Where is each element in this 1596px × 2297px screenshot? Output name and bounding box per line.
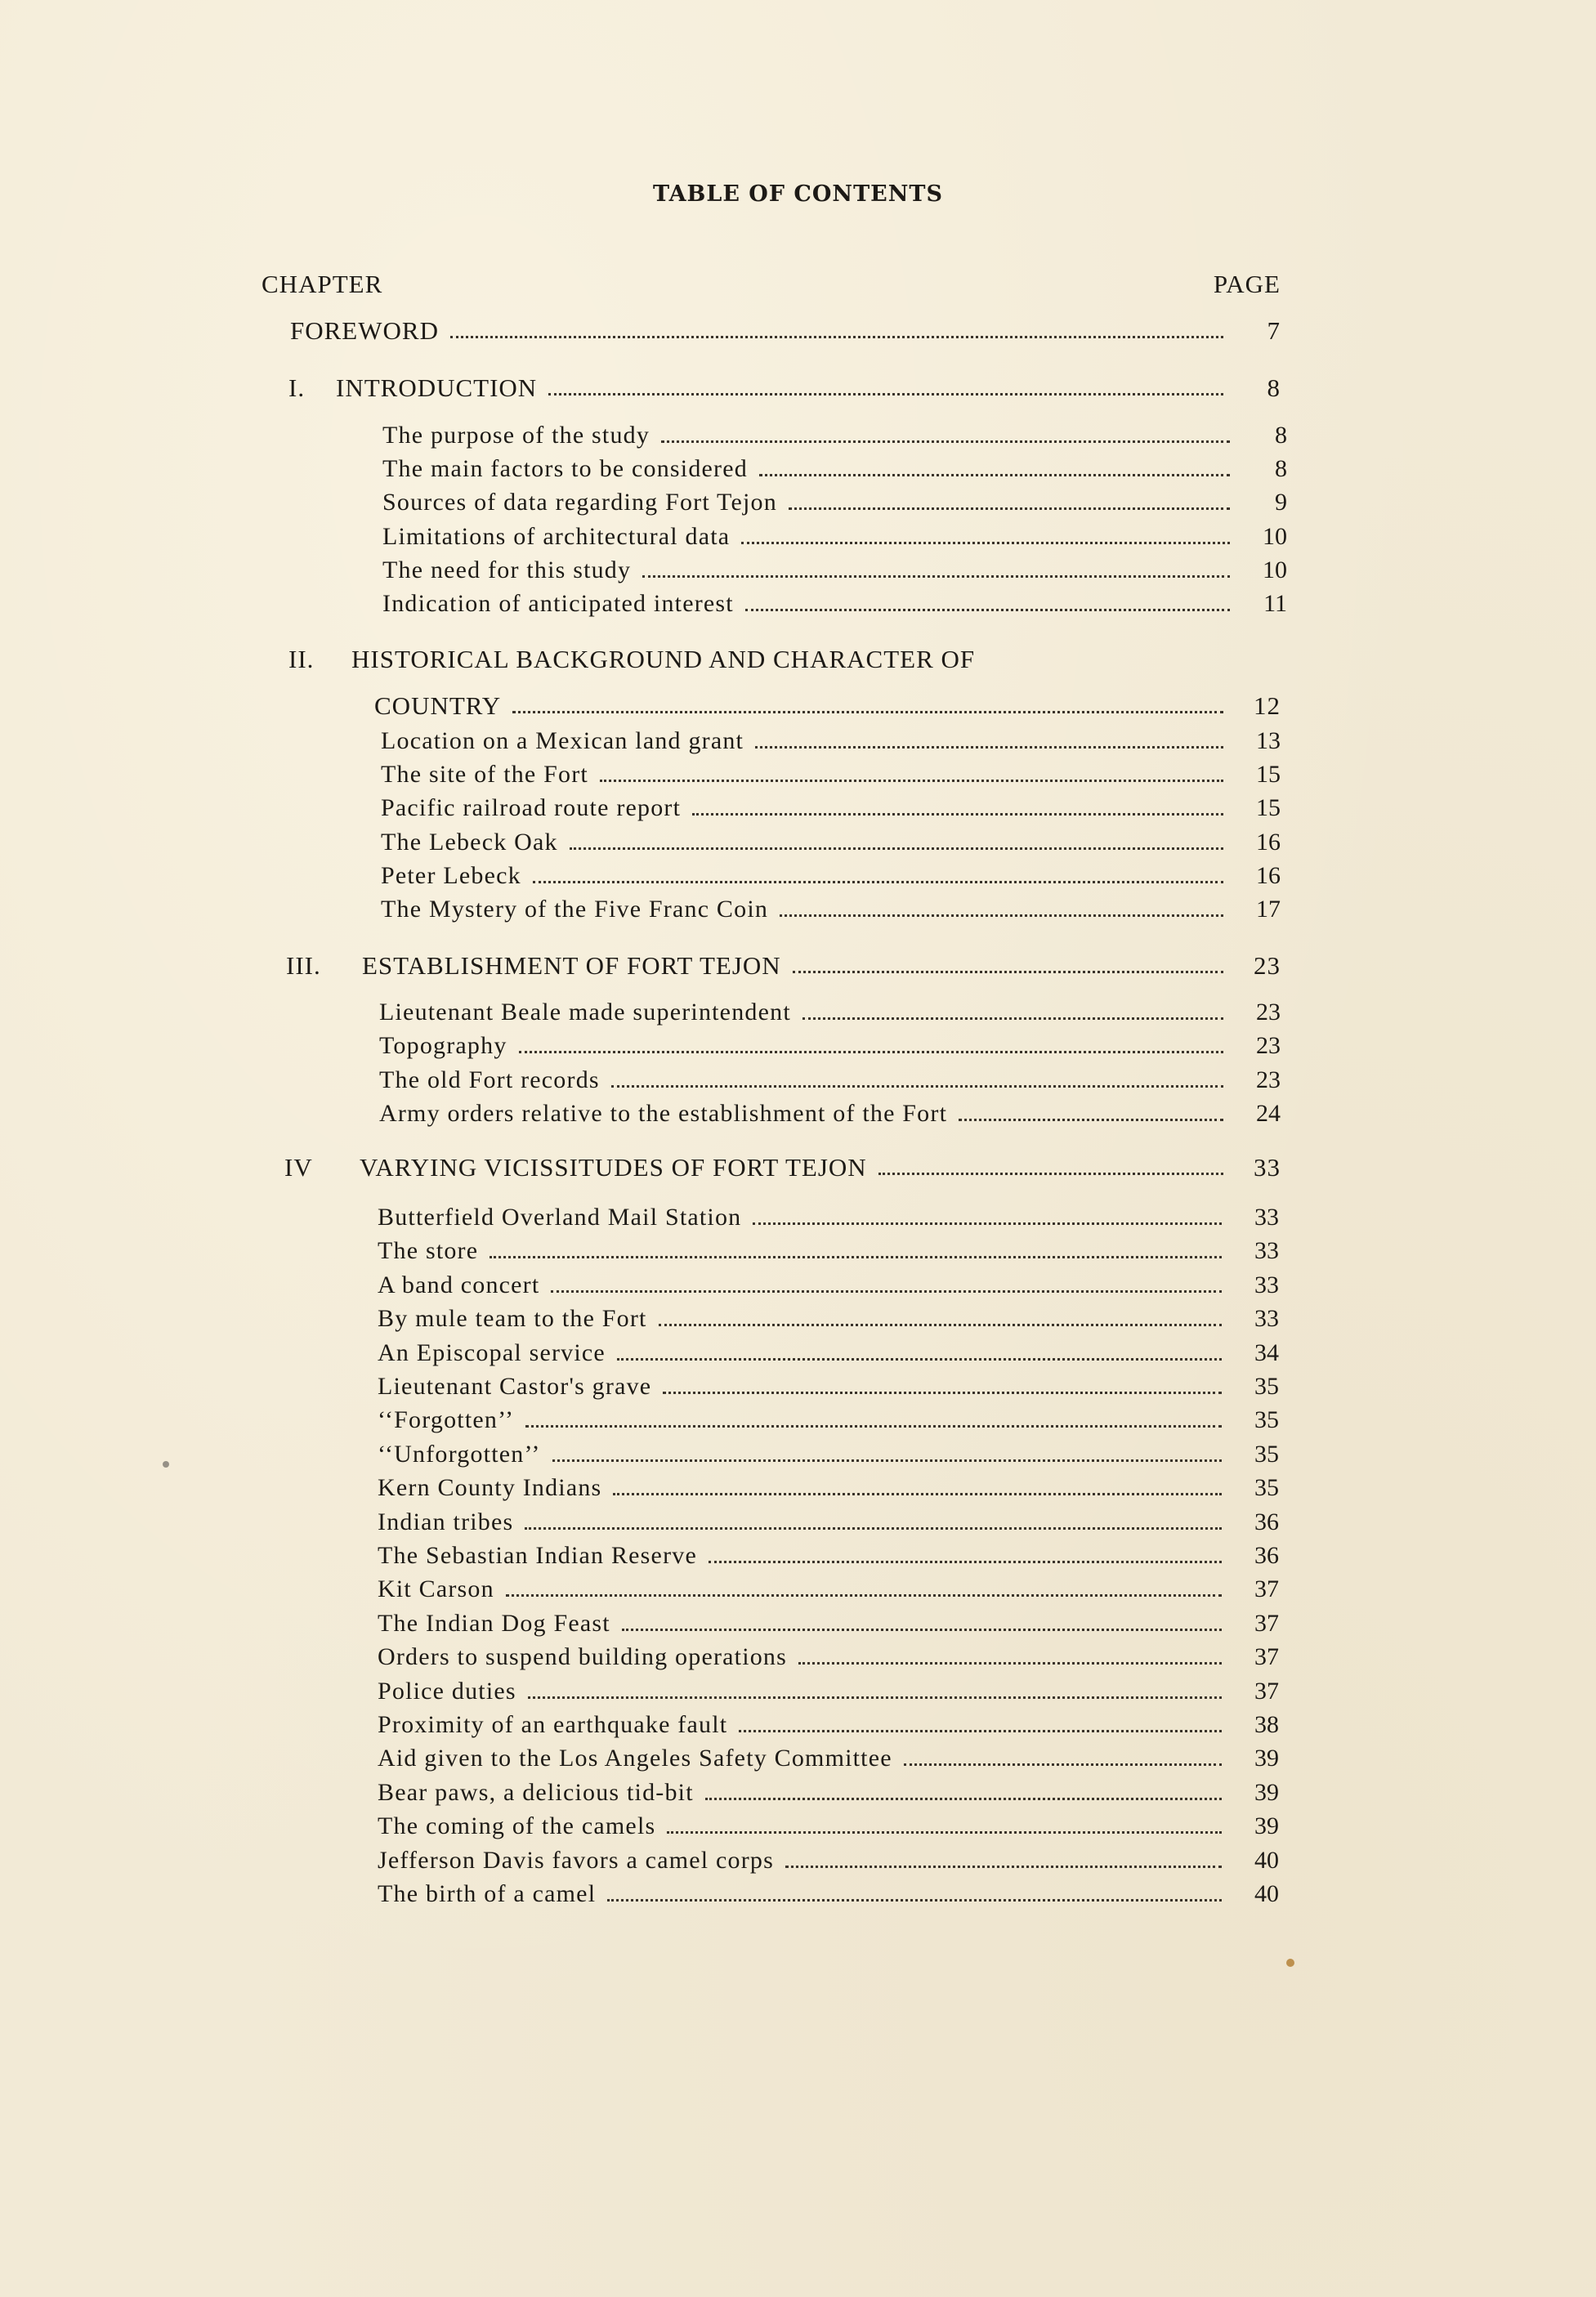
toc-section-entry[interactable]: [378, 1203, 1279, 1232]
toc-section-entry[interactable]: [381, 828, 1281, 857]
dot-leader: [741, 542, 1230, 544]
section-page: 23: [1256, 1032, 1281, 1060]
toc-section-entry[interactable]: [378, 1508, 1279, 1537]
dot-leader: [533, 881, 1223, 883]
dot-leader: [512, 711, 1223, 713]
toc-section-entry[interactable]: [378, 1812, 1279, 1841]
section-page: 13: [1256, 727, 1281, 754]
section-page: 24: [1256, 1099, 1281, 1127]
dot-leader: [759, 474, 1230, 476]
dot-leader: [552, 1459, 1222, 1462]
section-label: The site of the Fort: [381, 761, 588, 789]
toc-section-entry[interactable]: [378, 1541, 1279, 1571]
section-label: Lieutenant Castor's grave: [378, 1373, 652, 1400]
dot-leader: [705, 1798, 1222, 1800]
section-label: The need for this study: [382, 556, 632, 583]
section-label: Indication of anticipated interest: [382, 590, 734, 617]
toc-section-entry[interactable]: [378, 1473, 1279, 1503]
chapter-numeral: III.: [286, 951, 321, 980]
section-page: 9: [1275, 489, 1287, 516]
section-label: The coming of the camels: [378, 1812, 656, 1840]
section-page: 35: [1254, 1406, 1279, 1434]
dot-leader: [551, 1290, 1222, 1293]
toc-chapter-2-continued[interactable]: [374, 691, 1281, 721]
dot-leader: [661, 440, 1230, 443]
section-label: The store: [378, 1237, 479, 1265]
section-page: 35: [1254, 1373, 1279, 1400]
section-page: 35: [1254, 1440, 1279, 1468]
toc-chapter-1[interactable]: [288, 373, 1281, 403]
toc-section-entry[interactable]: [382, 454, 1287, 484]
chapter-title: ESTABLISHMENT OF FORT TEJON: [362, 951, 781, 980]
section-page: 16: [1256, 861, 1281, 889]
dot-leader: [490, 1256, 1222, 1258]
section-page: 8: [1275, 455, 1287, 483]
section-label: The birth of a camel: [378, 1880, 597, 1907]
section-label: By mule team to the Fort: [378, 1305, 647, 1333]
toc-section-entry[interactable]: [379, 1031, 1281, 1061]
dot-leader: [904, 1763, 1222, 1766]
dot-leader: [798, 1662, 1222, 1665]
section-label: Location on a Mexican land grant: [381, 727, 744, 754]
toc-section-entry[interactable]: [378, 1440, 1279, 1469]
dot-leader: [525, 1527, 1222, 1530]
toc-entry-foreword[interactable]: [290, 316, 1281, 346]
chapter-title: VARYING VICISSITUDES OF FORT TEJON: [360, 1153, 867, 1182]
section-label: ‘‘Unforgotten’’: [378, 1440, 541, 1468]
section-label: The Lebeck Oak: [381, 828, 558, 856]
section-page: 10: [1263, 522, 1287, 550]
dot-leader: [793, 971, 1223, 973]
section-label: Pacific railroad route report: [381, 794, 682, 822]
toc-section-entry[interactable]: [379, 998, 1281, 1027]
toc-section-entry[interactable]: [378, 1778, 1279, 1808]
section-label: Orders to suspend building operations: [378, 1643, 788, 1671]
section-page: 40: [1254, 1846, 1279, 1874]
dot-leader: [753, 1222, 1222, 1225]
dot-leader: [802, 1017, 1223, 1020]
chapter-page: 12: [1254, 691, 1281, 720]
section-label: Army orders relative to the establishment of the Fort: [379, 1099, 948, 1127]
toc-section-entry[interactable]: [378, 1338, 1279, 1368]
section-label: Bear paws, a delicious tid-bit: [378, 1778, 694, 1806]
section-page: 35: [1254, 1474, 1279, 1502]
section-label: An Episcopal service: [378, 1338, 606, 1366]
toc-section-entry[interactable]: [381, 760, 1281, 789]
section-label: Sources of data regarding Fort Tejon: [382, 489, 777, 516]
toc-section-entry[interactable]: [378, 1405, 1279, 1435]
section-label: Butterfield Overland Mail Station: [378, 1204, 742, 1231]
dot-leader: [692, 813, 1223, 816]
section-page: 23: [1256, 999, 1281, 1026]
toc-section-entry[interactable]: [382, 522, 1287, 552]
dot-leader: [525, 1425, 1222, 1428]
toc-section-entry[interactable]: [378, 1846, 1279, 1875]
dot-leader: [878, 1173, 1223, 1175]
chapter-title: INTRODUCTION: [336, 373, 538, 402]
chapter-title: HISTORICAL BACKGROUND AND CHARACTER OF: [351, 645, 976, 673]
toc-chapter-4[interactable]: [284, 1153, 1281, 1182]
dot-leader: [450, 336, 1223, 338]
toc-section-entry[interactable]: [378, 1744, 1279, 1773]
dot-leader: [548, 393, 1223, 395]
toc-section-entry[interactable]: [378, 1710, 1279, 1740]
dot-leader: [611, 1085, 1223, 1088]
section-label: The Sebastian Indian Reserve: [378, 1542, 697, 1569]
toc-section-entry[interactable]: [378, 1372, 1279, 1401]
toc-section-entry[interactable]: [378, 1304, 1279, 1334]
section-label: The main factors to be considered: [382, 455, 748, 483]
toc-section-entry[interactable]: [379, 1066, 1281, 1095]
section-page: 37: [1254, 1575, 1279, 1603]
section-label: The Mystery of the Five Franc Coin: [381, 896, 769, 923]
chapter-numeral: I.: [288, 373, 306, 402]
toc-section-entry[interactable]: [379, 1099, 1281, 1128]
toc-section-entry[interactable]: [378, 1879, 1279, 1909]
dot-leader: [613, 1493, 1222, 1495]
page-title: TABLE OF CONTENTS: [652, 181, 944, 207]
section-page: 37: [1254, 1643, 1279, 1671]
section-page: 40: [1254, 1880, 1279, 1907]
section-page: 8: [1275, 422, 1287, 449]
toc-section-entry[interactable]: [378, 1642, 1279, 1672]
dot-leader: [709, 1561, 1222, 1563]
toc-section-entry[interactable]: [382, 488, 1287, 517]
dot-leader: [745, 609, 1230, 611]
dot-leader: [617, 1358, 1222, 1361]
section-label: Peter Lebeck: [381, 861, 521, 889]
section-page: 16: [1256, 828, 1281, 856]
section-label: The purpose of the study: [382, 422, 650, 449]
section-page: 39: [1254, 1745, 1279, 1772]
paper-speck: [163, 1461, 169, 1468]
chapter-page: 8: [1267, 373, 1281, 402]
section-label: Kern County Indians: [378, 1474, 602, 1502]
section-page: 36: [1254, 1542, 1279, 1569]
section-page: 10: [1263, 556, 1287, 583]
dot-leader: [789, 507, 1230, 510]
toc-section-entry[interactable]: [378, 1677, 1279, 1706]
dot-leader: [739, 1730, 1222, 1732]
toc-section-entry[interactable]: [378, 1575, 1279, 1604]
section-page: 23: [1256, 1066, 1281, 1093]
dot-leader: [780, 914, 1223, 917]
section-label: Lieutenant Beale made superintendent: [379, 999, 791, 1026]
chapter-column-header: CHAPTER: [262, 270, 383, 298]
entry-label: FOREWORD: [290, 316, 439, 345]
section-label: ‘‘Forgotten’’: [378, 1406, 515, 1434]
dot-leader: [528, 1696, 1222, 1699]
chapter-page: 23: [1254, 951, 1281, 980]
section-page: 11: [1263, 590, 1287, 617]
section-label: Indian tribes: [378, 1508, 514, 1535]
toc-section-entry[interactable]: [382, 556, 1287, 585]
dot-leader: [659, 1324, 1222, 1326]
page-column-header: PAGE: [1213, 270, 1281, 298]
dot-leader: [642, 575, 1230, 578]
section-label: The old Fort records: [379, 1066, 600, 1093]
toc-section-entry[interactable]: [381, 895, 1281, 924]
toc-chapter-3[interactable]: [286, 951, 1281, 981]
section-page: 15: [1256, 761, 1281, 789]
dot-leader: [667, 1831, 1222, 1834]
dot-leader: [622, 1629, 1222, 1631]
toc-section-entry[interactable]: [381, 793, 1281, 823]
toc-section-entry[interactable]: [381, 726, 1281, 756]
section-label: Kit Carson: [378, 1575, 494, 1603]
section-page: 15: [1256, 794, 1281, 822]
section-label: Jefferson Davis favors a camel corps: [378, 1846, 774, 1874]
dot-leader: [755, 746, 1223, 749]
section-label: Topography: [379, 1032, 507, 1060]
section-page: 33: [1254, 1305, 1279, 1333]
entry-page: 7: [1267, 316, 1281, 345]
dot-leader: [570, 847, 1223, 850]
chapter-title-continued: COUNTRY: [374, 691, 502, 720]
toc-section-entry[interactable]: [378, 1236, 1279, 1266]
section-page: 33: [1254, 1237, 1279, 1265]
dot-leader: [506, 1594, 1222, 1597]
section-label: Aid given to the Los Angeles Safety Committee: [378, 1745, 892, 1772]
dot-leader: [519, 1051, 1223, 1053]
section-page: 39: [1254, 1812, 1279, 1840]
section-page: 17: [1256, 896, 1281, 923]
section-label: Police duties: [378, 1677, 516, 1705]
section-page: 34: [1254, 1338, 1279, 1366]
toc-section-entry[interactable]: [378, 1271, 1279, 1300]
section-page: 33: [1254, 1204, 1279, 1231]
dot-leader: [607, 1899, 1222, 1902]
section-page: 37: [1254, 1609, 1279, 1637]
section-page: 33: [1254, 1271, 1279, 1298]
paper-speck: [1286, 1959, 1294, 1967]
section-page: 37: [1254, 1677, 1279, 1705]
toc-section-entry[interactable]: [378, 1609, 1279, 1638]
section-label: The Indian Dog Feast: [378, 1609, 610, 1637]
dot-leader: [663, 1392, 1222, 1394]
toc-chapter-2[interactable]: [288, 645, 1138, 674]
chapter-numeral: II.: [288, 645, 315, 673]
dot-leader: [600, 780, 1223, 782]
section-label: Limitations of architectural data: [382, 522, 731, 550]
section-label: Proximity of an earthquake fault: [378, 1711, 728, 1738]
section-label: A band concert: [378, 1271, 540, 1298]
chapter-numeral: IV: [284, 1153, 313, 1182]
dot-leader: [959, 1119, 1223, 1121]
toc-section-entry[interactable]: [381, 861, 1281, 891]
section-page: 38: [1254, 1711, 1279, 1738]
section-page: 36: [1254, 1508, 1279, 1535]
dot-leader: [785, 1866, 1222, 1868]
toc-section-entry[interactable]: [382, 589, 1287, 619]
section-page: 39: [1254, 1778, 1279, 1806]
chapter-page: 33: [1254, 1153, 1281, 1182]
toc-section-entry[interactable]: [382, 421, 1287, 450]
